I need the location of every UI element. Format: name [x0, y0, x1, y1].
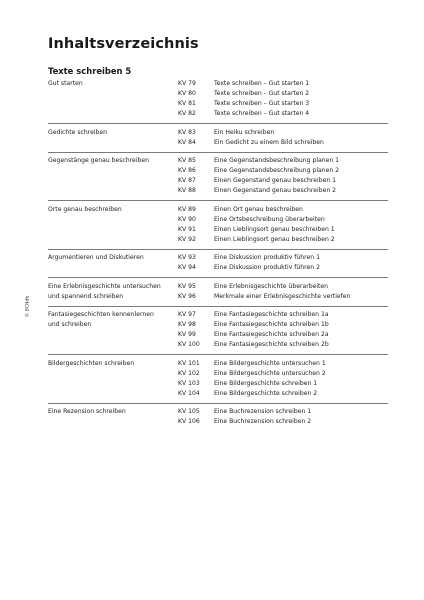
kv-number: KV 102 — [178, 369, 200, 377]
section-entries — [178, 310, 388, 350]
toc-section — [48, 359, 388, 404]
section-label-line: Gut starten — [48, 80, 83, 87]
toc-entry — [178, 379, 388, 389]
section-label — [48, 253, 178, 273]
entry-title: Einen Ort genau beschreiben — [214, 205, 303, 213]
kv-number: KV 99 — [178, 331, 196, 338]
kv-number: KV 93 — [178, 254, 196, 261]
entry-title: Eine Fantasiegeschichte schreiben 1a — [214, 311, 329, 318]
entry-title: Eine Bildergeschichte untersuchen 1 — [214, 359, 326, 367]
toc-entry — [178, 310, 388, 320]
toc-entry — [178, 282, 388, 292]
toc-entry — [178, 109, 388, 119]
toc-entry — [178, 253, 388, 263]
section-label-line: Gedichte schreiben — [48, 128, 108, 136]
toc-entry — [178, 417, 388, 427]
kv-number: KV 95 — [178, 282, 196, 290]
section-label — [48, 128, 178, 148]
kv-number: KV 89 — [178, 205, 196, 213]
entry-title: Einen Lieblingsort genau beschreiben 1 — [214, 225, 335, 233]
entry-title: Einen Lieblingsort genau beschreiben 2 — [214, 235, 335, 243]
toc-entry — [178, 205, 388, 215]
entry-title: Texte schreiben – Gut starten 1 — [214, 80, 310, 87]
kv-number: KV 98 — [178, 321, 196, 328]
entry-title: Eine Bildergeschichte schreiben 1 — [214, 379, 318, 387]
toc-section — [48, 253, 388, 278]
section-entries — [178, 282, 388, 302]
kv-number: KV 83 — [178, 128, 196, 136]
toc-entry — [178, 156, 388, 166]
entry-title: Texte schreiben – Gut starten 3 — [214, 100, 310, 107]
toc-entry — [178, 128, 388, 138]
kv-number: KV 105 — [178, 408, 200, 415]
page-title: Inhaltsverzeichnis — [48, 36, 199, 52]
toc-entry — [178, 138, 388, 148]
section-label — [48, 205, 178, 245]
kv-number: KV 85 — [178, 157, 196, 164]
section-label-line: Eine Erlebnisgeschichte untersuchen — [48, 282, 161, 290]
section-entries — [178, 253, 388, 273]
kv-number: KV 101 — [178, 359, 200, 367]
section-entries — [178, 407, 388, 427]
toc-entry — [178, 389, 388, 399]
section-label-line: Argumentieren und Diskutieren — [48, 254, 144, 261]
toc-entry — [178, 359, 388, 369]
entry-title: Eine Ortsbeschreibung überarbeiten — [214, 215, 325, 223]
toc-entry — [178, 320, 388, 330]
kv-number: KV 104 — [178, 389, 200, 397]
table-of-contents — [48, 79, 388, 435]
section-label — [48, 359, 178, 399]
toc-entry — [178, 225, 388, 235]
entry-title: Eine Diskussion produktiv führen 1 — [214, 254, 320, 261]
toc-section — [48, 407, 388, 431]
toc-section — [48, 282, 388, 307]
section-label-line: und schreiben — [48, 321, 92, 328]
section-label — [48, 79, 178, 119]
entry-title: Eine Bildergeschichte schreiben 2 — [214, 389, 318, 397]
section-label-line: Fantasiegeschichten kennenlernen — [48, 311, 154, 318]
toc-entry — [178, 407, 388, 417]
kv-number: KV 86 — [178, 167, 196, 174]
toc-entry — [178, 263, 388, 273]
kv-number: KV 91 — [178, 225, 196, 233]
copyright-note: © BCNdb — [25, 295, 31, 318]
entry-title: Merkmale einer Erlebnisgeschichte vertiefen — [214, 292, 351, 300]
toc-section — [48, 156, 388, 201]
toc-entry — [178, 89, 388, 99]
entry-title: Texte schreiben – Gut starten 2 — [214, 90, 310, 97]
section-label-line: Orte genau beschreiben — [48, 205, 122, 213]
entry-title: Einen Gegenstand genau beschreiben 2 — [214, 187, 336, 194]
section-label-line: Eine Rezension schreiben — [48, 408, 126, 415]
kv-number: KV 96 — [178, 292, 196, 300]
toc-entry — [178, 330, 388, 340]
toc-entry — [178, 292, 388, 302]
toc-entry — [178, 166, 388, 176]
toc-entry — [178, 235, 388, 245]
section-entries — [178, 128, 388, 148]
entry-title: Eine Fantasiegeschichte schreiben 2b — [214, 341, 329, 348]
section-label-line: Bildergeschichten schreiben — [48, 359, 135, 367]
toc-entry — [178, 369, 388, 379]
section-entries — [178, 359, 388, 399]
section-entries — [178, 79, 388, 119]
toc-entry — [178, 79, 388, 89]
kv-number: KV 103 — [178, 379, 200, 387]
kv-number: KV 84 — [178, 138, 196, 146]
entry-title: Eine Gegenstandsbeschreibung planen 1 — [214, 157, 340, 164]
section-heading: Texte schreiben 5 — [48, 66, 132, 76]
toc-entry — [178, 186, 388, 196]
toc-entry — [178, 99, 388, 109]
kv-number: KV 82 — [178, 110, 196, 117]
toc-section — [48, 79, 388, 124]
toc-entry — [178, 340, 388, 350]
toc-section — [48, 205, 388, 250]
kv-number: KV 87 — [178, 177, 196, 184]
entry-title: Eine Bildergeschichte untersuchen 2 — [214, 369, 326, 377]
entry-title: Einen Gegenstand genau beschreiben 1 — [214, 177, 336, 184]
entry-title: Eine Diskussion produktiv führen 2 — [214, 264, 320, 271]
section-label — [48, 407, 178, 427]
section-label — [48, 310, 178, 350]
entry-title: Eine Erlebnisgeschichte überarbeiten — [214, 282, 329, 290]
section-label-line: Gegenstänge genau beschreiben — [48, 157, 149, 164]
entry-title: Eine Fantasiegeschichte schreiben 2a — [214, 331, 329, 338]
kv-number: KV 97 — [178, 311, 196, 318]
toc-section — [48, 128, 388, 153]
kv-number: KV 81 — [178, 100, 196, 107]
toc-entry — [178, 176, 388, 186]
kv-number: KV 79 — [178, 80, 196, 87]
kv-number: KV 94 — [178, 264, 196, 271]
section-label-line: und spannend schreiben — [48, 292, 124, 300]
section-label — [48, 282, 178, 302]
entry-title: Eine Gegenstandsbeschreibung planen 2 — [214, 167, 340, 174]
kv-number: KV 100 — [178, 341, 200, 348]
entry-title: Eine Buchrezension schreiben 1 — [214, 408, 312, 415]
toc-entry — [178, 215, 388, 225]
kv-number: KV 106 — [178, 418, 200, 425]
section-entries — [178, 205, 388, 245]
section-entries — [178, 156, 388, 196]
kv-number: KV 92 — [178, 235, 196, 243]
toc-section — [48, 310, 388, 355]
kv-number: KV 80 — [178, 90, 196, 97]
entry-title: Ein Gedicht zu einem Bild schreiben — [214, 138, 324, 146]
entry-title: Eine Buchrezension schreiben 2 — [214, 418, 312, 425]
entry-title: Eine Fantasiegeschichte schreiben 1b — [214, 321, 329, 328]
section-label — [48, 156, 178, 196]
entry-title: Ein Heiku schreiben — [214, 128, 275, 136]
kv-number: KV 90 — [178, 215, 196, 223]
kv-number: KV 88 — [178, 187, 196, 194]
entry-title: Texte schreiben – Gut starten 4 — [214, 110, 310, 117]
